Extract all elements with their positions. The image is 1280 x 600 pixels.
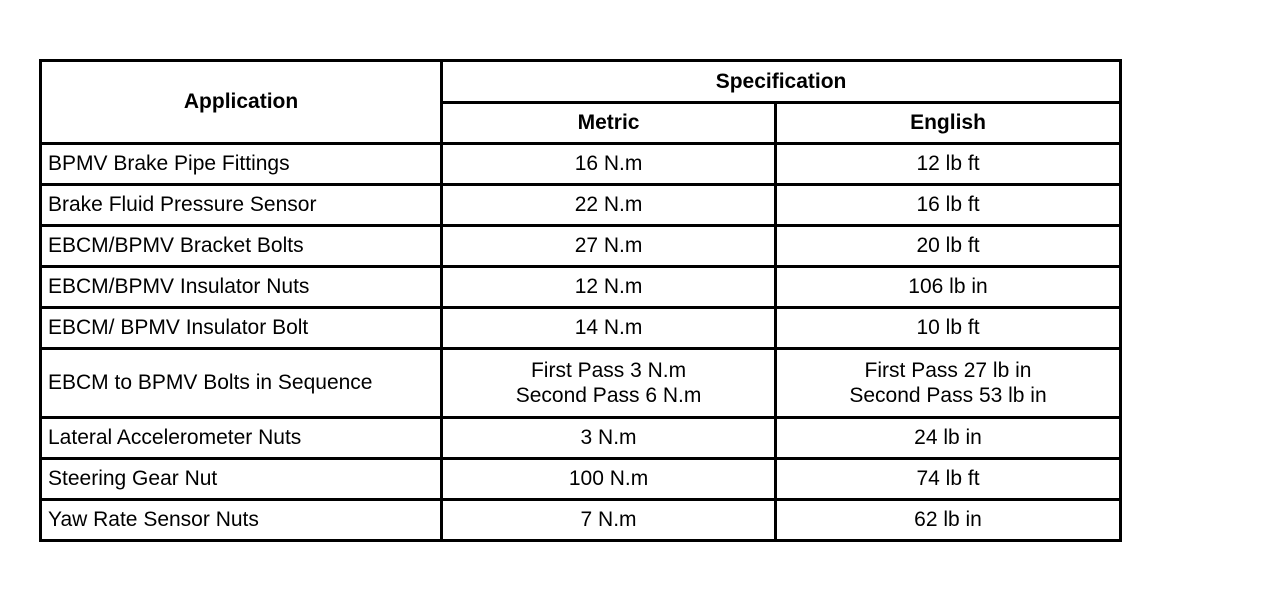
table-row (41, 308, 1121, 349)
metric-value: 14 N.m (574, 316, 643, 340)
table-row (41, 418, 1121, 459)
application-cell: Lateral Accelerometer Nuts (41, 418, 442, 459)
application-cell: Steering Gear Nut (41, 459, 442, 500)
metric-value: 7 N.m (580, 508, 637, 532)
application-cell: EBCM to BPMV Bolts in Sequence (41, 349, 442, 418)
metric-cell (442, 349, 776, 418)
table-row (41, 226, 1121, 267)
english-cell (776, 349, 1121, 418)
table-row (41, 459, 1121, 500)
english-cell (776, 144, 1121, 185)
english-cell (776, 185, 1121, 226)
metric-cell (442, 459, 776, 500)
metric-value: 12 N.m (574, 275, 643, 299)
english-cell (776, 308, 1121, 349)
metric-cell (442, 418, 776, 459)
header-specification: Specification (442, 61, 1121, 103)
header-application: Application (41, 61, 442, 144)
metric-cell (442, 144, 776, 185)
english-cell (776, 500, 1121, 541)
metric-cell (442, 267, 776, 308)
header-metric: Metric (442, 102, 776, 144)
table-body (41, 144, 1121, 541)
english-cell (776, 459, 1121, 500)
english-value: 74 lb ft (916, 467, 980, 491)
metric-value: 22 N.m (574, 193, 643, 217)
metric-value: 16 N.m (574, 152, 643, 176)
table-row (41, 185, 1121, 226)
metric-cell (442, 185, 776, 226)
metric-cell (442, 500, 776, 541)
application-cell: BPMV Brake Pipe Fittings (41, 144, 442, 185)
table-row (41, 500, 1121, 541)
header-english: English (776, 102, 1121, 144)
english-value: 16 lb ft (916, 193, 980, 217)
english-value: 20 lb ft (916, 234, 980, 258)
english-value: 10 lb ft (916, 316, 980, 340)
metric-cell (442, 308, 776, 349)
metric-value: 3 N.m (580, 426, 637, 450)
english-cell (776, 267, 1121, 308)
metric-value: First Pass 3 N.m (530, 358, 687, 382)
english-value: 24 lb in (914, 426, 982, 450)
torque-spec-table (39, 59, 1122, 542)
table-row (41, 144, 1121, 185)
application-cell: EBCM/ BPMV Insulator Bolt (41, 308, 442, 349)
application-cell: EBCM/BPMV Bracket Bolts (41, 226, 442, 267)
english-value: Second Pass 53 lb in (849, 384, 1047, 407)
metric-value: Second Pass 6 N.m (515, 384, 702, 407)
application-cell: Yaw Rate Sensor Nuts (41, 500, 442, 541)
metric-cell (442, 226, 776, 267)
english-value: First Pass 27 lb in (864, 358, 1032, 382)
table-row (41, 267, 1121, 308)
table-row (41, 349, 1121, 418)
metric-value: 100 N.m (568, 467, 649, 491)
application-cell: EBCM/BPMV Insulator Nuts (41, 267, 442, 308)
english-cell (776, 226, 1121, 267)
english-value: 62 lb in (914, 508, 982, 532)
english-value: 12 lb ft (916, 152, 980, 176)
metric-value: 27 N.m (574, 234, 643, 258)
application-cell: Brake Fluid Pressure Sensor (41, 185, 442, 226)
english-value: 106 lb in (908, 275, 988, 299)
english-cell (776, 418, 1121, 459)
